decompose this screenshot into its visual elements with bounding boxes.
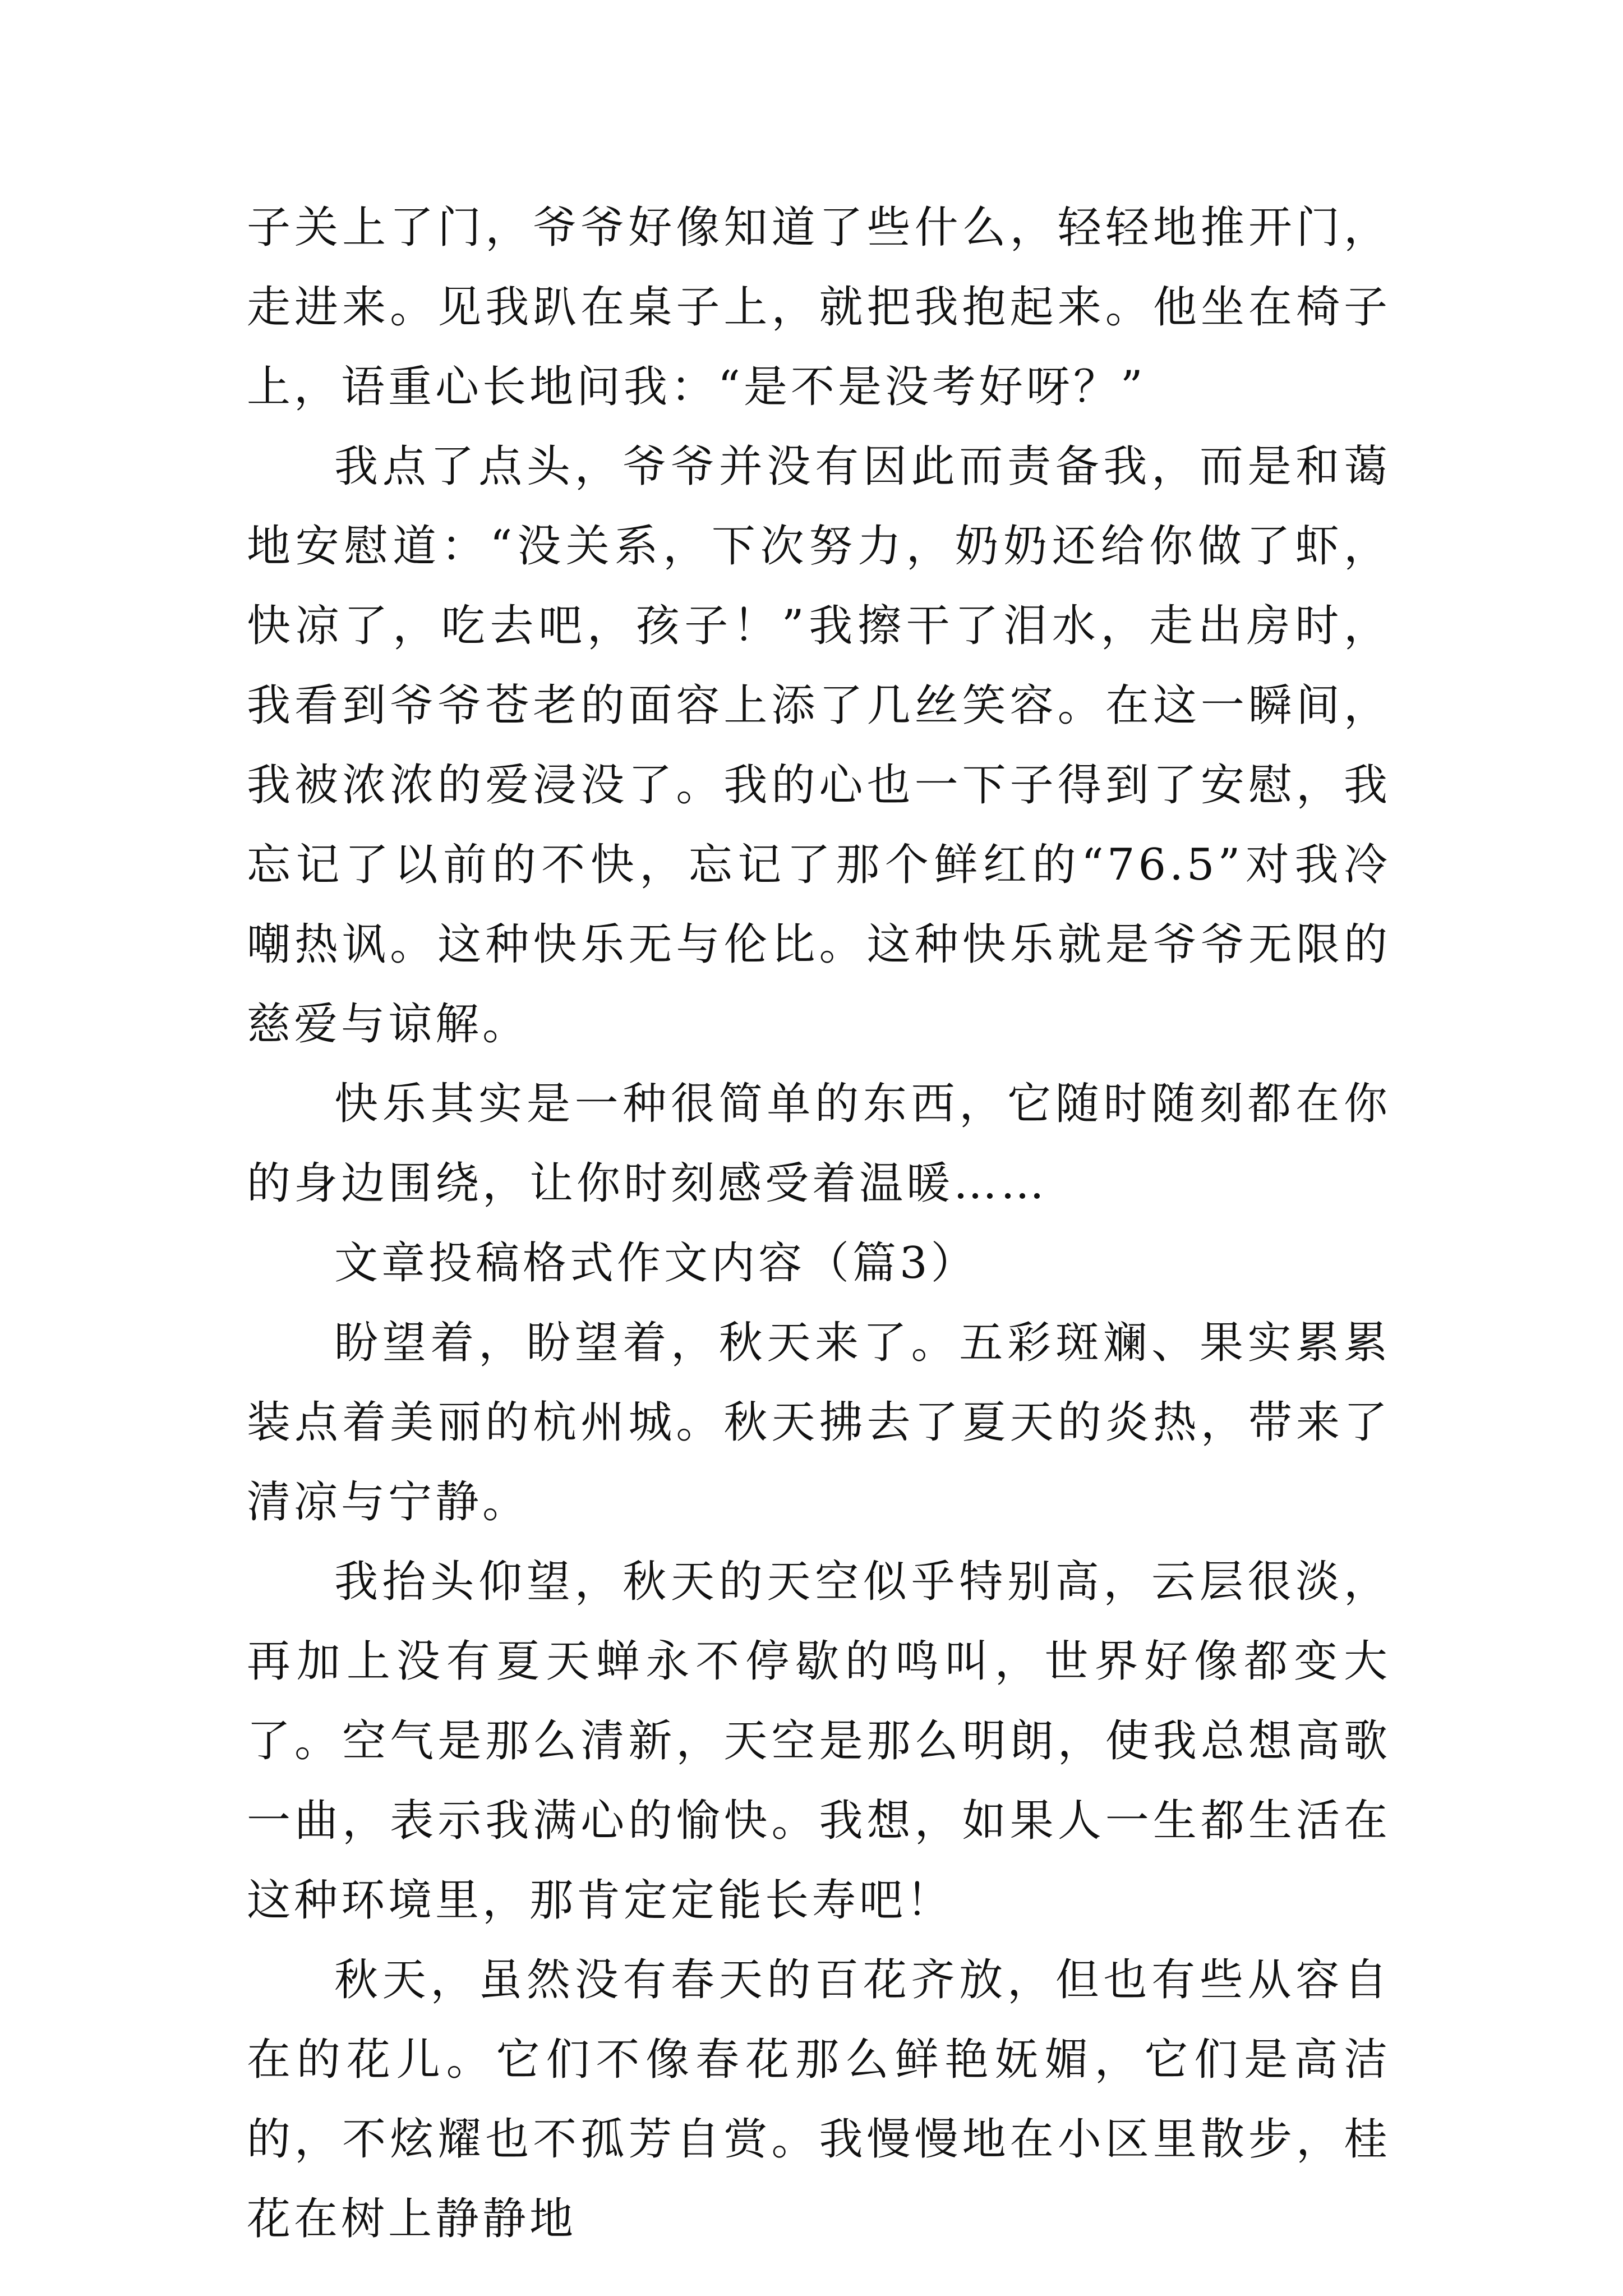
paragraph: 我点了点头，爷爷并没有因此而责备我，而是和蔼地安慰道：“没关系，下次努力，奶奶还给你做了虾，快凉了，吃去吧，孩子！”我擦干了泪水，走出房时，我看到爷爷苍老的面容上添了几丝笑容。在这一瞬间，我被浓浓的爱浸没了。我的心也一下子得到了安慰，我忘记了以前的不快，忘记了那个鲜红的“76.5”对我冷嘲热讽。这种快乐无与伦比。这种快乐就是爷爷无限的慈爱与谅解。 [247, 441, 1391, 1050]
paragraph: 盼望着，盼望着，秋天来了。五彩斑斓、果实累累装点着美丽的杭州城。秋天拂去了夏天的炎热，带来了清凉与宁静。 [247, 1318, 1391, 1527]
document-body [247, 188, 1391, 2259]
paragraph: 快乐其实是一种很简单的东西，它随时随刻都在你的身边围绕，让你时刻感受着温暖…… [247, 1079, 1391, 1209]
paragraph-continued: 子关上了门，爷爷好像知道了些什么，轻轻地推开门，走进来。见我趴在桌子上，就把我抱起来。他坐在椅子上，语重心长地问我：“是不是没考好呀？” [247, 203, 1391, 412]
paragraph: 秋天，虽然没有春天的百花齐放，但也有些从容自在的花儿。它们不像春花那么鲜艳妩媚，它们是高洁的，不炫耀也不孤芳自赏。我慢慢地在小区里散步，桂花在树上静静地 [247, 1955, 1391, 2244]
paragraph: 我抬头仰望，秋天的天空似乎特别高，云层很淡，再加上没有夏天蝉永不停歇的鸣叫，世界好像都变大了。空气是那么清新，天空是那么明朗，使我总想高歌一曲，表示我满心的愉快。我想，如果人一生都生活在这种环境里，那肯定定能长寿吧！ [247, 1557, 1391, 1926]
section-heading: 文章投稿格式作文内容（篇3） [334, 1238, 978, 1289]
